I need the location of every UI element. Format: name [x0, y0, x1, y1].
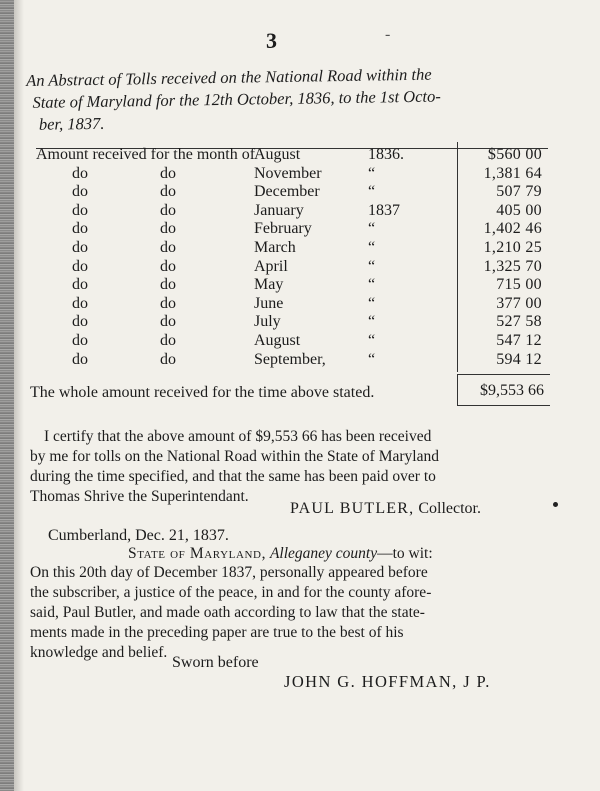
amount-cell: 547 12	[496, 332, 542, 349]
month-cell: February	[254, 220, 312, 238]
amount-cell: 1,381 64	[483, 164, 542, 182]
collector-signature	[290, 500, 481, 518]
total-amount: $9,553 66	[480, 382, 544, 399]
table-row	[0, 313, 600, 333]
month-cell: August	[254, 332, 301, 349]
year-cell: “	[368, 257, 376, 275]
state-county-line	[128, 545, 433, 563]
amount-cell: 527 58	[496, 313, 542, 331]
ditto-cell: do	[72, 183, 88, 201]
row-label: Amount received for the month of	[36, 146, 256, 163]
year-cell: “	[368, 239, 376, 256]
certificate-line: by me for tolls on the National Road within the State of Maryland	[30, 448, 439, 465]
oath-line: On this 20th day of December 1837, personally appeared before	[30, 564, 428, 581]
amount-cell: 1,325 70	[483, 257, 542, 275]
collector-name: PAUL BUTLER,	[290, 500, 415, 517]
title-line-3: ber, 1837.	[38, 113, 105, 134]
total-label: The whole amount received for the time above stated.	[30, 384, 375, 401]
certificate-line: I certify that the above amount of $9,553 66 has been received	[44, 428, 432, 445]
scan-edge-shadow	[0, 0, 14, 791]
place-date: Cumberland, Dec. 21, 1837.	[48, 527, 229, 544]
ditto-cell: do	[160, 350, 176, 368]
month-cell: August	[254, 146, 301, 163]
ditto-cell: do	[160, 294, 176, 312]
year-cell: “	[368, 313, 376, 331]
ditto-cell: do	[160, 164, 176, 182]
table-row	[0, 183, 600, 203]
ditto-cell: do	[160, 313, 176, 331]
oath-line: knowledge and belief.	[30, 644, 168, 661]
title-line-1: An Abstract of Tolls received on the National Road within the	[26, 64, 432, 90]
year-cell: “	[368, 350, 376, 368]
ditto-cell: do	[72, 294, 88, 312]
year-cell: “	[368, 220, 376, 238]
table-row	[0, 276, 600, 296]
to-wit: —to wit:	[377, 545, 433, 562]
scan-edge-fade	[14, 0, 24, 791]
ditto-cell: do	[72, 313, 88, 331]
ditto-cell: do	[160, 201, 176, 219]
month-cell: March	[254, 239, 296, 256]
ditto-cell: do	[72, 350, 88, 368]
table-row	[0, 220, 600, 240]
page-number: 3	[266, 28, 277, 53]
year-cell: “	[368, 294, 376, 312]
oath-line: the subscriber, a justice of the peace, in and for the county afore-	[30, 584, 432, 601]
ditto-cell: do	[160, 257, 176, 275]
year-cell: “	[368, 276, 376, 294]
ditto-cell: do	[72, 164, 88, 182]
ditto-cell: do	[160, 276, 176, 294]
year-cell: 1836.	[368, 146, 404, 163]
ditto-cell: do	[72, 220, 88, 238]
ditto-cell: do	[72, 332, 88, 349]
month-cell: September,	[254, 350, 326, 368]
certificate-line: during the time specified, and that the same has been paid over to	[30, 468, 436, 485]
ditto-cell: do	[72, 201, 88, 219]
justice-signature: JOHN G. HOFFMAN, J P.	[284, 672, 491, 691]
month-cell: December	[254, 183, 320, 201]
certificate-paragraph	[30, 427, 550, 507]
ditto-cell: do	[160, 220, 176, 238]
ditto-cell: do	[160, 239, 176, 256]
stray-mark: -	[385, 26, 391, 43]
sworn-before: Sworn before	[172, 654, 259, 671]
month-cell: April	[254, 257, 288, 275]
month-cell: January	[254, 201, 304, 219]
amount-cell: 715 00	[496, 276, 542, 294]
table-row	[0, 202, 600, 222]
ditto-cell: do	[160, 183, 176, 201]
ink-dot	[553, 502, 558, 507]
month-cell: June	[254, 294, 284, 312]
ditto-cell: do	[72, 239, 88, 256]
year-cell: “	[368, 332, 376, 349]
state-name: State of Maryland,	[128, 545, 267, 562]
ditto-cell: do	[72, 257, 88, 275]
year-cell: “	[368, 183, 376, 201]
collector-title: Collector.	[418, 500, 481, 517]
ditto-cell: do	[160, 332, 176, 349]
amount-cell: 1,210 25	[483, 239, 542, 256]
certificate-line: Thomas Shrive the Superintendant.	[30, 488, 249, 505]
table-row	[0, 146, 600, 166]
ditto-cell: do	[72, 276, 88, 294]
table-row	[0, 332, 600, 352]
month-cell: May	[254, 276, 284, 294]
table-row	[0, 165, 600, 185]
oath-paragraph	[30, 563, 560, 663]
amount-cell: $560 00	[487, 146, 542, 163]
oath-line: said, Paul Butler, and made oath according to law that the state-	[30, 604, 425, 621]
county-name: Alleganey county	[269, 545, 378, 562]
title-line-2: State of Maryland for the 12th October, 1836, to the 1st Octo-	[32, 86, 441, 112]
table-row	[0, 258, 600, 278]
table-row	[0, 295, 600, 315]
document-title	[26, 62, 547, 136]
amount-cell: 405 00	[496, 201, 542, 219]
year-cell: 1837	[368, 201, 400, 219]
year-cell: “	[368, 164, 376, 182]
amount-cell: 507 79	[496, 183, 542, 201]
table-row	[0, 239, 600, 259]
table-row	[0, 351, 600, 371]
amount-cell: 377 00	[496, 294, 542, 312]
month-cell: November	[254, 164, 322, 182]
oath-line: ments made in the preceding paper are true to the best of his	[30, 624, 404, 641]
amount-cell: 1,402 46	[483, 220, 542, 238]
month-cell: July	[254, 313, 281, 331]
amount-cell: 594 12	[496, 350, 542, 368]
